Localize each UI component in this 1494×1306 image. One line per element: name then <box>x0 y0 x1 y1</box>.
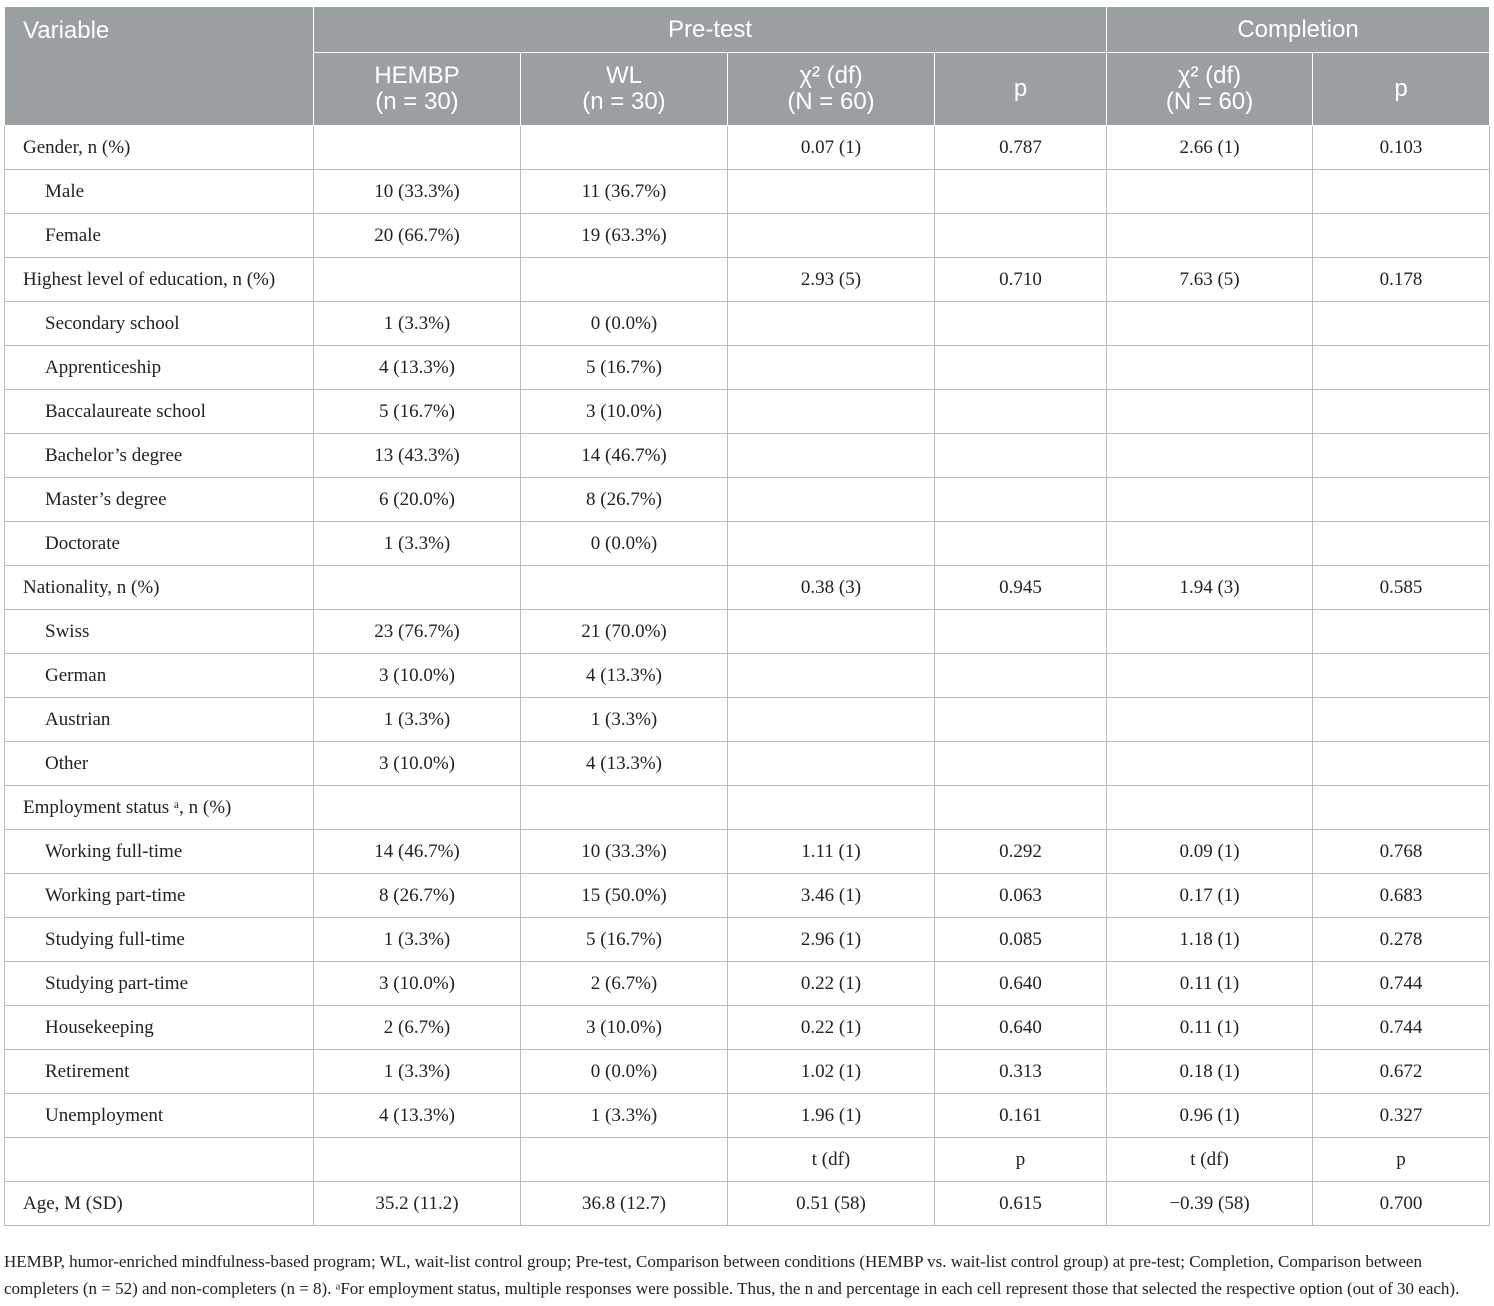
cell-pretest-stat <box>728 390 935 434</box>
header-pretest: Pre-test <box>314 7 1107 53</box>
cell-completion-stat: 1.94 (3) <box>1107 566 1313 610</box>
row-label: Baccalaureate school <box>5 390 314 434</box>
cell-completion-stat: 0.17 (1) <box>1107 874 1313 918</box>
demographics-table <box>4 6 1490 1226</box>
row-label: Female <box>5 214 314 258</box>
row-label: Male <box>5 170 314 214</box>
cell-completion-stat: 1.18 (1) <box>1107 918 1313 962</box>
row-label: Working part-time <box>5 874 314 918</box>
cell-wl: 10 (33.3%) <box>521 830 728 874</box>
cell-pretest-stat: t (df) <box>728 1138 935 1182</box>
cell-completion-stat: 2.66 (1) <box>1107 126 1313 170</box>
cell-wl <box>521 1138 728 1182</box>
cell-pretest-stat: 0.07 (1) <box>728 126 935 170</box>
cell-pretest-p <box>935 610 1107 654</box>
cell-pretest-p: 0.292 <box>935 830 1107 874</box>
row-label <box>5 1138 314 1182</box>
cell-wl: 15 (50.0%) <box>521 874 728 918</box>
table-row <box>5 346 1490 390</box>
cell-hembp: 3 (10.0%) <box>314 742 521 786</box>
row-label: Unemployment <box>5 1094 314 1138</box>
table-row <box>5 478 1490 522</box>
cell-completion-p: p <box>1313 1138 1490 1182</box>
cell-hembp: 10 (33.3%) <box>314 170 521 214</box>
cell-completion-stat <box>1107 786 1313 830</box>
row-label: Working full-time <box>5 830 314 874</box>
cell-completion-stat <box>1107 610 1313 654</box>
cell-completion-p: 0.683 <box>1313 874 1490 918</box>
cell-pretest-p <box>935 786 1107 830</box>
table-row <box>5 1094 1490 1138</box>
header-hembp-n: (n = 30) <box>375 88 459 115</box>
cell-pretest-p <box>935 214 1107 258</box>
header-hembp-name: HEMBP <box>374 62 460 89</box>
cell-wl: 11 (36.7%) <box>521 170 728 214</box>
cell-completion-p <box>1313 742 1490 786</box>
cell-pretest-stat: 3.46 (1) <box>728 874 935 918</box>
cell-hembp: 20 (66.7%) <box>314 214 521 258</box>
row-label: Retirement <box>5 1050 314 1094</box>
cell-completion-p: 0.278 <box>1313 918 1490 962</box>
cell-hembp: 6 (20.0%) <box>314 478 521 522</box>
cell-pretest-stat <box>728 214 935 258</box>
row-label: Age, M (SD) <box>5 1182 314 1226</box>
cell-wl: 0 (0.0%) <box>521 302 728 346</box>
cell-completion-p: 0.178 <box>1313 258 1490 302</box>
row-label: Highest level of education, n (%) <box>5 258 314 302</box>
cell-completion-p: 0.585 <box>1313 566 1490 610</box>
table-row <box>5 126 1490 170</box>
row-label: Studying full-time <box>5 918 314 962</box>
cell-completion-stat: 0.18 (1) <box>1107 1050 1313 1094</box>
cell-completion-stat <box>1107 698 1313 742</box>
cell-pretest-p: 0.945 <box>935 566 1107 610</box>
cell-pretest-stat: 1.02 (1) <box>728 1050 935 1094</box>
header-wl-n: (n = 30) <box>582 88 666 115</box>
cell-pretest-p: 0.161 <box>935 1094 1107 1138</box>
cell-completion-stat: t (df) <box>1107 1138 1313 1182</box>
cell-pretest-p <box>935 742 1107 786</box>
table-row <box>5 918 1490 962</box>
table-row <box>5 434 1490 478</box>
cell-completion-stat: −0.39 (58) <box>1107 1182 1313 1226</box>
cell-completion-stat: 0.09 (1) <box>1107 830 1313 874</box>
cell-completion-p <box>1313 390 1490 434</box>
cell-hembp <box>314 1138 521 1182</box>
cell-hembp: 35.2 (11.2) <box>314 1182 521 1226</box>
header-pretest-chi <box>728 53 935 126</box>
cell-wl: 1 (3.3%) <box>521 698 728 742</box>
header-completion: Completion <box>1107 7 1490 53</box>
cell-completion-stat <box>1107 302 1313 346</box>
table-body <box>5 126 1490 1226</box>
cell-hembp: 4 (13.3%) <box>314 346 521 390</box>
cell-completion-stat <box>1107 170 1313 214</box>
cell-pretest-stat <box>728 170 935 214</box>
cell-completion-p: 0.700 <box>1313 1182 1490 1226</box>
table-row <box>5 390 1490 434</box>
cell-completion-p <box>1313 302 1490 346</box>
cell-completion-stat: 0.11 (1) <box>1107 962 1313 1006</box>
header-pretest-chi-n: (N = 60) <box>787 88 875 115</box>
cell-pretest-stat: 0.22 (1) <box>728 962 935 1006</box>
table-row <box>5 1006 1490 1050</box>
cell-completion-p <box>1313 786 1490 830</box>
row-label: Bachelor’s degree <box>5 434 314 478</box>
cell-hembp: 5 (16.7%) <box>314 390 521 434</box>
cell-pretest-stat: 0.38 (3) <box>728 566 935 610</box>
cell-hembp: 13 (43.3%) <box>314 434 521 478</box>
cell-hembp: 14 (46.7%) <box>314 830 521 874</box>
cell-hembp <box>314 786 521 830</box>
header-completion-chi <box>1107 53 1313 126</box>
cell-hembp: 4 (13.3%) <box>314 1094 521 1138</box>
cell-wl: 5 (16.7%) <box>521 346 728 390</box>
table-row <box>5 258 1490 302</box>
cell-wl: 19 (63.3%) <box>521 214 728 258</box>
table-row <box>5 962 1490 1006</box>
header-completion-p: p <box>1313 53 1490 126</box>
header-variable: Variable <box>5 7 314 126</box>
cell-completion-p <box>1313 214 1490 258</box>
cell-pretest-p <box>935 170 1107 214</box>
table-row <box>5 786 1490 830</box>
cell-completion-stat <box>1107 434 1313 478</box>
cell-pretest-p: 0.640 <box>935 1006 1107 1050</box>
cell-pretest-p <box>935 478 1107 522</box>
cell-completion-p <box>1313 698 1490 742</box>
header-completion-chi-n: (N = 60) <box>1165 88 1254 115</box>
table-row <box>5 522 1490 566</box>
table-row <box>5 214 1490 258</box>
table-row <box>5 742 1490 786</box>
table-row <box>5 566 1490 610</box>
row-label: Apprenticeship <box>5 346 314 390</box>
cell-pretest-stat <box>728 610 935 654</box>
header-completion-chi-label: χ² (df) <box>1177 62 1242 89</box>
cell-hembp: 3 (10.0%) <box>314 962 521 1006</box>
cell-hembp: 23 (76.7%) <box>314 610 521 654</box>
cell-pretest-stat: 0.22 (1) <box>728 1006 935 1050</box>
cell-wl: 0 (0.0%) <box>521 1050 728 1094</box>
cell-completion-p <box>1313 346 1490 390</box>
table-row <box>5 874 1490 918</box>
header-pretest-chi-label: χ² (df) <box>799 62 863 89</box>
header-pretest-p: p <box>935 53 1107 126</box>
cell-pretest-stat: 1.11 (1) <box>728 830 935 874</box>
row-label: Master’s degree <box>5 478 314 522</box>
cell-pretest-stat <box>728 434 935 478</box>
header-wl-name: WL <box>606 62 642 89</box>
cell-completion-p <box>1313 434 1490 478</box>
cell-hembp: 1 (3.3%) <box>314 302 521 346</box>
cell-pretest-p: 0.085 <box>935 918 1107 962</box>
cell-completion-stat <box>1107 346 1313 390</box>
table-row <box>5 1050 1490 1094</box>
row-label: Austrian <box>5 698 314 742</box>
cell-pretest-p: 0.615 <box>935 1182 1107 1226</box>
cell-pretest-p: 0.640 <box>935 962 1107 1006</box>
cell-completion-p <box>1313 610 1490 654</box>
row-label: Swiss <box>5 610 314 654</box>
row-label: Other <box>5 742 314 786</box>
cell-wl <box>521 566 728 610</box>
cell-pretest-p <box>935 302 1107 346</box>
cell-completion-p <box>1313 170 1490 214</box>
cell-completion-p: 0.744 <box>1313 1006 1490 1050</box>
cell-pretest-p: 0.313 <box>935 1050 1107 1094</box>
cell-wl: 3 (10.0%) <box>521 1006 728 1050</box>
demographics-table-container <box>4 6 1489 1226</box>
cell-pretest-p <box>935 346 1107 390</box>
cell-hembp: 2 (6.7%) <box>314 1006 521 1050</box>
cell-pretest-stat <box>728 742 935 786</box>
row-label: Employment status ᵃ, n (%) <box>5 786 314 830</box>
cell-wl: 5 (16.7%) <box>521 918 728 962</box>
cell-pretest-stat: 1.96 (1) <box>728 1094 935 1138</box>
cell-completion-stat <box>1107 522 1313 566</box>
cell-completion-p <box>1313 522 1490 566</box>
table-row <box>5 302 1490 346</box>
cell-hembp <box>314 258 521 302</box>
cell-hembp: 3 (10.0%) <box>314 654 521 698</box>
cell-completion-stat: 0.11 (1) <box>1107 1006 1313 1050</box>
cell-hembp: 8 (26.7%) <box>314 874 521 918</box>
cell-hembp: 1 (3.3%) <box>314 1050 521 1094</box>
cell-wl: 14 (46.7%) <box>521 434 728 478</box>
table-row <box>5 610 1490 654</box>
cell-completion-stat <box>1107 390 1313 434</box>
cell-pretest-stat <box>728 346 935 390</box>
table-row <box>5 698 1490 742</box>
header-hembp <box>314 53 521 126</box>
cell-pretest-p <box>935 698 1107 742</box>
cell-wl: 1 (3.3%) <box>521 1094 728 1138</box>
cell-hembp <box>314 566 521 610</box>
cell-hembp: 1 (3.3%) <box>314 522 521 566</box>
cell-completion-stat: 0.96 (1) <box>1107 1094 1313 1138</box>
table-row <box>5 830 1490 874</box>
cell-wl: 4 (13.3%) <box>521 742 728 786</box>
table-row <box>5 1182 1490 1226</box>
cell-pretest-p: 0.063 <box>935 874 1107 918</box>
cell-completion-stat <box>1107 654 1313 698</box>
row-label: Nationality, n (%) <box>5 566 314 610</box>
cell-wl: 21 (70.0%) <box>521 610 728 654</box>
cell-wl <box>521 126 728 170</box>
cell-pretest-p <box>935 522 1107 566</box>
table-header <box>5 7 1490 126</box>
row-label: Doctorate <box>5 522 314 566</box>
header-wl <box>521 53 728 126</box>
cell-wl: 36.8 (12.7) <box>521 1182 728 1226</box>
cell-wl: 3 (10.0%) <box>521 390 728 434</box>
cell-pretest-stat <box>728 302 935 346</box>
row-label: Housekeeping <box>5 1006 314 1050</box>
cell-pretest-p <box>935 654 1107 698</box>
cell-completion-stat <box>1107 214 1313 258</box>
row-label: Studying part-time <box>5 962 314 1006</box>
cell-completion-p <box>1313 654 1490 698</box>
cell-pretest-p: 0.787 <box>935 126 1107 170</box>
cell-completion-p: 0.672 <box>1313 1050 1490 1094</box>
cell-wl <box>521 786 728 830</box>
cell-completion-p: 0.768 <box>1313 830 1490 874</box>
cell-hembp: 1 (3.3%) <box>314 698 521 742</box>
cell-pretest-p <box>935 434 1107 478</box>
cell-wl: 2 (6.7%) <box>521 962 728 1006</box>
cell-hembp: 1 (3.3%) <box>314 918 521 962</box>
table-row <box>5 654 1490 698</box>
cell-wl: 0 (0.0%) <box>521 522 728 566</box>
table-row <box>5 170 1490 214</box>
cell-completion-p <box>1313 478 1490 522</box>
cell-completion-p: 0.103 <box>1313 126 1490 170</box>
cell-pretest-stat <box>728 522 935 566</box>
cell-pretest-p <box>935 390 1107 434</box>
cell-pretest-stat <box>728 478 935 522</box>
row-label: Gender, n (%) <box>5 126 314 170</box>
cell-wl: 8 (26.7%) <box>521 478 728 522</box>
cell-pretest-p: p <box>935 1138 1107 1182</box>
cell-completion-stat: 7.63 (5) <box>1107 258 1313 302</box>
cell-pretest-stat: 2.93 (5) <box>728 258 935 302</box>
cell-pretest-stat: 2.96 (1) <box>728 918 935 962</box>
cell-completion-stat <box>1107 478 1313 522</box>
cell-completion-p: 0.327 <box>1313 1094 1490 1138</box>
cell-wl: 4 (13.3%) <box>521 654 728 698</box>
row-label: German <box>5 654 314 698</box>
cell-pretest-p: 0.710 <box>935 258 1107 302</box>
cell-wl <box>521 258 728 302</box>
cell-pretest-stat <box>728 654 935 698</box>
cell-completion-p: 0.744 <box>1313 962 1490 1006</box>
row-label: Secondary school <box>5 302 314 346</box>
cell-pretest-stat: 0.51 (58) <box>728 1182 935 1226</box>
table-footnote: HEMBP, humor-enriched mindfulness-based program; WL, wait-list control group; Pre-test, Comparison between conditions (HEMBP vs. wait-list control group) at pre-test; Completion, Comparison between completers (n = 52) and non-completers (n = 8). ᵃFor employment status, multiple responses were possible. Thus, the n and percentage in each cell represent those that selected the respective option (out of 30 each). <box>4 1252 1460 1298</box>
cell-completion-stat <box>1107 742 1313 786</box>
cell-hembp <box>314 126 521 170</box>
cell-pretest-stat <box>728 786 935 830</box>
table-row <box>5 1138 1490 1182</box>
cell-pretest-stat <box>728 698 935 742</box>
